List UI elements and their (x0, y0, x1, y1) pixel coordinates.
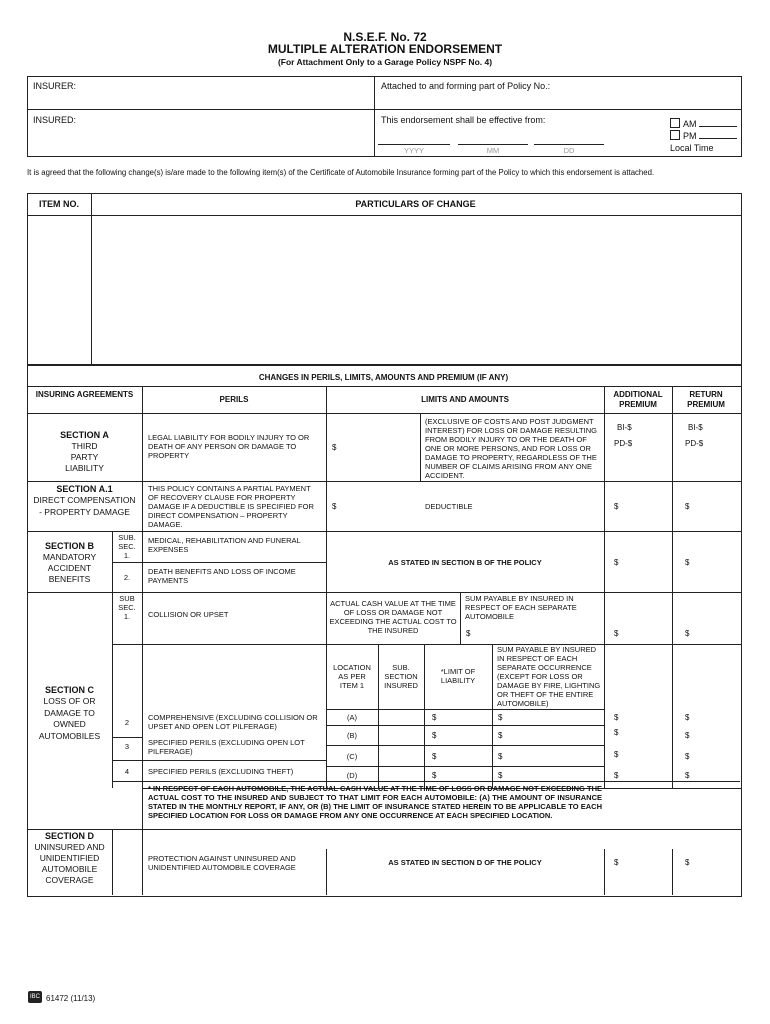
section-b-additional[interactable]: $ (614, 558, 619, 567)
section-c-subsec-label (112, 594, 142, 621)
section-a (27, 431, 142, 474)
form-number: N.S.E.F. No. 72 (343, 30, 427, 44)
section-c-3-return[interactable]: $ (685, 731, 690, 740)
mm-caption: MM (486, 146, 500, 155)
location-c: (C) (346, 752, 358, 761)
section-c-peril-4: SPECIFIED PERILS (EXCLUDING THEFT) (148, 767, 294, 776)
section-a-bi-return[interactable]: BI-$ (688, 423, 703, 432)
policy-no-label: Attached to and forming part of Policy No.: (381, 81, 551, 91)
section-a1-return[interactable]: $ (685, 502, 690, 511)
section-d-peril: PROTECTION AGAINST UNINSURED AND UNIDENTIFIED AUTOMOBILE COVERAGE (148, 854, 296, 872)
yyyy-caption: YYYY (403, 146, 424, 155)
particulars-header: PARTICULARS OF CHANGE (355, 199, 476, 209)
location-a: (A) (347, 713, 357, 722)
section-a-title: SECTION A (60, 430, 109, 440)
section-c-subtitle: LOSS OF OR DAMAGE TO OWNED AUTOMOBILES (38, 696, 101, 741)
section-a-limit-note: (EXCLUSIVE OF COSTS AND POST JUDGMENT INTEREST) FOR LOSS OR DAMAGE RESULTING FROM BODILY INJURY TO OR THE DEATH OF ONE OR MORE PERSONS, AND FOR LOSS OR DAMAGE TO PROPERTY, REGARDLESS OF THE NUMBER OF CLAIMS ARISING FROM ANY ONE ACCIDENT. (425, 417, 597, 480)
section-c-subsec-3: 3 (124, 742, 130, 751)
sum-a-dollar[interactable]: $ (498, 713, 503, 722)
section-b-peril-1: MEDICAL, REHABILITATION AND FUNERAL EXPENSES (148, 536, 301, 554)
section-c-peril-2: COMPREHENSIVE (EXCLUDING COLLISION OR UPSET AND OPEN LOT PILFERAGE) (148, 713, 318, 731)
section-a-pd-return[interactable]: PD-$ (685, 439, 704, 448)
deductible-label: DEDUCTIBLE (425, 502, 473, 511)
insured-label: INSURED: (33, 115, 77, 125)
agreement-text: It is agreed that the following change(s) is/are made to the following item(s) of the Certificate of Automobile Insurance forming part of the Policy to which this endorsement is attached. (27, 168, 655, 177)
section-c-subsec-text: SUB SEC. (118, 594, 136, 612)
section-c-sum-1-dollar[interactable]: $ (466, 629, 471, 638)
insurer-label: INSURER: (33, 81, 77, 91)
section-c-subsec-4: 4 (124, 767, 130, 776)
section-a1-subtitle: DIRECT COMPENSATION - PROPERTY DAMAGE (33, 495, 136, 517)
location-b: (B) (347, 731, 357, 740)
sum-d-dollar[interactable]: $ (498, 771, 503, 780)
section-c-footnote: * IN RESPECT OF EACH AUTOMOBILE, THE ACTUAL CASH VALUE AT THE TIME OF LOSS OR DAMAGE NOT EXCEEDING THE ACTUAL COST TO THE INSURED AND SUBJECT TO THAT LIMIT FOR EACH AUTOMOBILE: (A) THE AMOUNT OF INSURANCE STATED IN THE MONTHLY REPORT, IF ANY, OR (B) THE LIMIT OF INSURANCE STATED HEREIN TO BE APPLICABLE TO EACH SPECIFIED LOCATION FOR LOSS OR DAMAGE FROM ANY ONE OCCURRENCE AT EACH SPECIFIED LOCATION. (148, 784, 602, 820)
section-c-subsec-1: 1. (123, 612, 131, 621)
section-c-4-return[interactable]: $ (685, 752, 690, 761)
section-c-1-additional[interactable]: $ (614, 629, 619, 638)
section-c-4-additional[interactable]: $ (614, 750, 619, 759)
section-c-2-return[interactable]: $ (685, 713, 690, 722)
section-b-subsec-label (112, 533, 142, 560)
section-c-sum-2: SUM PAYABLE BY INSURED IN RESPECT OF EACH SEPARATE OCCURRENCE (EXCEPT FOR LOSS OR DAMAGE BY FIRE, LIGHTING OR THEFT OF THE ENTIRE AUTOMOBILE) (497, 645, 601, 708)
section-b-subsec-2: 2. (123, 573, 131, 582)
month-field[interactable] (458, 130, 528, 144)
section-a-subtitle: THIRD PARTY LIABILITY (65, 440, 104, 473)
ibc-logo-icon: IBC (28, 991, 42, 1003)
section-b (27, 541, 112, 585)
changes-title: CHANGES IN PERILS, LIMITS, AMOUNTS AND PREMIUM (IF ANY) (258, 373, 509, 382)
effective-label: This endorsement shall be effective from: (381, 115, 546, 125)
limit-d-dollar[interactable]: $ (432, 771, 437, 780)
item-no-field[interactable] (29, 217, 89, 363)
particulars-field[interactable] (93, 217, 738, 363)
pm-checkbox[interactable] (670, 130, 680, 140)
pm-option[interactable] (670, 130, 737, 141)
section-a-limit-field[interactable] (340, 418, 416, 476)
section-d-limit: AS STATED IN SECTION D OF THE POLICY (388, 858, 542, 867)
section-d-title: SECTION D (44, 831, 94, 841)
sum-b-dollar[interactable]: $ (498, 731, 503, 740)
section-b-subsec-1: 1. (123, 551, 131, 560)
section-d-additional[interactable]: $ (614, 858, 619, 867)
section-a-limit-dollar: $ (332, 443, 337, 452)
section-a1-title: SECTION A.1 (56, 484, 113, 494)
form-subtitle: (For Attachment Only to a Garage Policy NSPF No. 4) (277, 57, 493, 67)
form-title: MULTIPLE ALTERATION ENDORSEMENT (267, 42, 503, 56)
section-c-peril-1: COLLISION OR UPSET (148, 610, 229, 619)
section-c-peril-3: SPECIFIED PERILS (EXCLUDING OPEN LOT PILFERAGE) (148, 738, 305, 756)
section-a1-additional[interactable]: $ (614, 502, 619, 511)
location-header: LOCATION AS PER ITEM 1 (333, 663, 371, 690)
section-d-subtitle: UNINSURED AND UNIDENTIFIED AUTOMOBILE COVERAGE (34, 842, 105, 885)
section-c (27, 685, 112, 742)
section-c-5-return[interactable]: $ (685, 771, 690, 780)
dd-caption: DD (563, 146, 575, 155)
section-b-subsec-text: SUB. SEC. (118, 533, 136, 551)
section-d (27, 831, 112, 886)
am-time-line (699, 118, 737, 127)
section-a1-dollar: $ (332, 502, 337, 511)
pm-label: PM (683, 131, 697, 141)
form-code: 61472 (11/13) (46, 994, 96, 1003)
subsection-insured-header: SUB. SECTION INSURED (384, 663, 418, 690)
section-c-3-additional[interactable]: $ (614, 728, 619, 737)
section-a1-peril: THIS POLICY CONTAINS A PARTIAL PAYMENT OF RECOVERY CLAUSE FOR PROPERTY DAMAGE IF A DEDUCTIBLE IS SPECIFIED FOR DIRECT COMPENSATION – PROPERTY DAMAGE. (148, 484, 314, 529)
location-d: (D) (346, 771, 358, 780)
limit-b-dollar[interactable]: $ (432, 731, 437, 740)
item-no-header: ITEM NO. (39, 199, 79, 209)
section-c-acv: ACTUAL CASH VALUE AT THE TIME OF LOSS OR DAMAGE NOT EXCEEDING THE ACTUAL COST TO THE INSURED (329, 599, 457, 635)
section-c-2-additional[interactable]: $ (614, 713, 619, 722)
day-field[interactable] (534, 130, 604, 144)
year-field[interactable] (378, 130, 450, 144)
section-a1 (27, 484, 142, 518)
section-c-5-additional[interactable]: $ (614, 771, 619, 780)
insuring-agreements-header: INSURING AGREEMENTS (35, 390, 134, 399)
section-c-title: SECTION C (44, 685, 94, 695)
limit-c-dollar[interactable]: $ (432, 752, 437, 761)
section-b-title: SECTION B (44, 541, 94, 551)
section-b-peril-2: DEATH BENEFITS AND LOSS OF INCOME PAYMENTS (148, 567, 296, 585)
return-premium-header: RETURN PREMIUM (687, 390, 725, 409)
am-label: AM (683, 119, 697, 129)
pm-time-line (699, 130, 737, 139)
section-a-pd-additional[interactable]: PD-$ (614, 439, 633, 448)
section-b-limit: AS STATED IN SECTION B OF THE POLICY (388, 558, 542, 567)
sum-c-dollar[interactable]: $ (498, 752, 503, 761)
local-time-label: Local Time (670, 143, 714, 153)
perils-header: PERILS (219, 395, 249, 404)
insurer-field[interactable] (95, 79, 369, 105)
section-c-1-return[interactable]: $ (685, 629, 690, 638)
section-b-return[interactable]: $ (685, 558, 690, 567)
am-option[interactable] (670, 118, 737, 129)
section-b-subtitle: MANDATORY ACCIDENT BENEFITS (42, 552, 97, 584)
limit-a-dollar[interactable]: $ (432, 713, 437, 722)
policy-no-field[interactable] (570, 79, 735, 105)
section-d-return[interactable]: $ (685, 858, 690, 867)
am-checkbox[interactable] (670, 118, 680, 128)
insured-field[interactable] (95, 112, 369, 152)
additional-premium-header: ADDITIONAL PREMIUM (613, 390, 663, 409)
section-c-sum-1: SUM PAYABLE BY INSURED IN RESPECT OF EACH SEPARATE AUTOMOBILE (465, 594, 577, 621)
section-c-subsec-2: 2 (124, 718, 130, 727)
section-a-bi-additional[interactable]: BI-$ (617, 423, 632, 432)
limits-header: LIMITS AND AMOUNTS (421, 395, 509, 404)
limit-of-liability-header: *LIMIT OF LIABILITY (440, 667, 476, 685)
section-a-peril: LEGAL LIABILITY FOR BODILY INJURY TO OR DEATH OF ANY PERSON OR DAMAGE TO PROPERTY (148, 433, 310, 460)
